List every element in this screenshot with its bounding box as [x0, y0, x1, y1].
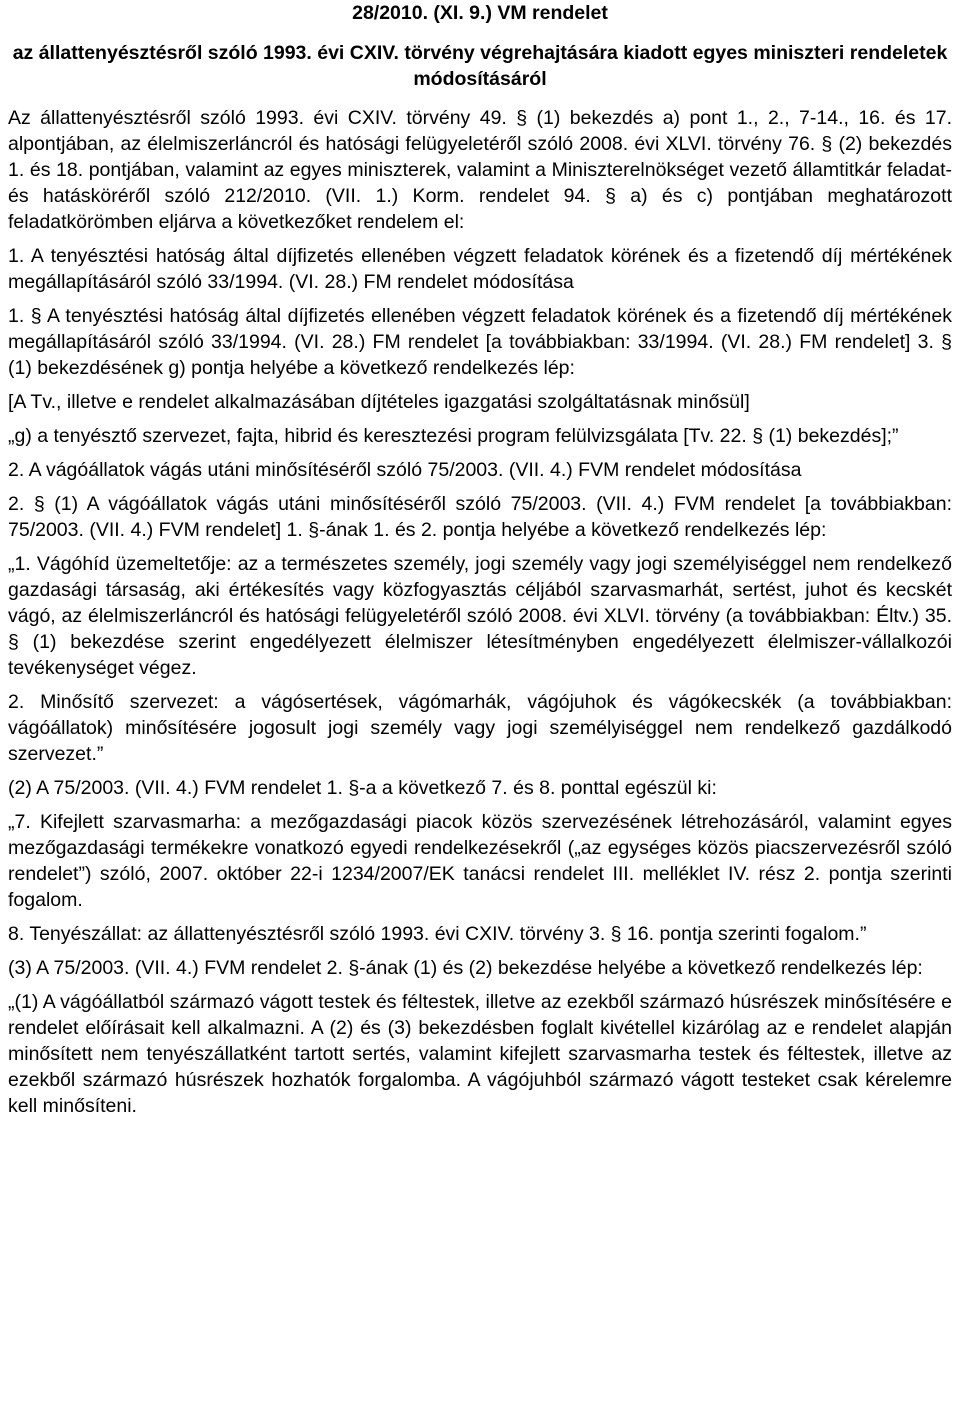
section-heading-1: 1. A tenyésztési hatóság által díjfizetés ellenében végzett feladatok körének és a fizetendő díj mértékének megállapításáról szóló 33/1994. (VI. 28.) FM rendelet módosítása: [8, 245, 952, 293]
quoted-paragraph-8: „(1) A vágóállatból származó vágott testek és féltestek, illetve az ezekből származó húsrészek minősítésére e rendelet előírásait kell alkalmazni. A (2) és (3) bekezdésben foglalt kivétellel kizárólag az e rendelet alapján minősített nem tenyészállatként tartott sertés, valamint kifejlett szarvasmarha testek és féltestek, illetve az ezekből származó húsrészek hozhatók forgalomba. A vágójuhból származó vágott testeket csak kérelemre kell minősíteni.: [8, 991, 952, 1117]
paragraph-6: 8. Tenyészállat: az állattenyésztésről szóló 1993. évi CXIV. törvény 3. § 16. pontja szerinti fogalom.”: [8, 923, 867, 945]
paragraph-3: 2. § (1) A vágóállatok vágás utáni minősítéséről szóló 75/2003. (VII. 4.) FVM rendelet [a továbbiakban: 75/2003. (VII. 4.) FVM rendelet] 1. §-ának 1. és 2. pontja helyébe a következő rendelkezés lép:: [8, 493, 952, 541]
document-title: 28/2010. (XI. 9.) VM rendelet: [352, 2, 608, 24]
paragraph-5: (2) A 75/2003. (VII. 4.) FVM rendelet 1. §-a a következő 7. és 8. ponttal egészül ki:: [8, 777, 717, 799]
quoted-paragraph-1: „1. Vágóhíd üzemeltetője: az a természetes személy, jogi személy vagy jogi személyiséggel nem rendelkező gazdasági társaság, aki értékesítés vagy közfogyasztás céljából szarvasmarhát, sertést, juhot és kecskét vágó, az élelmiszerláncról és hatósági felügyeletéről szóló 2008. évi XLVI. törvény (a továbbiakban: Éltv.) 35. § (1) bekezdése szerint engedélyezett élelmiszer létesítményben engedélyezett élelmiszer-vállalkozói tevékenységet végez.: [8, 553, 952, 679]
quoted-paragraph-7: „7. Kifejlett szarvasmarha: a mezőgazdasági piacok közös szervezésének létrehozásáról, valamint egyes mezőgazdasági termékekre vonatkozó egyedi rendelkezésekről („az egységes közös piacszervezésről szóló rendelet”) szóló, 2007. október 22-i 1234/2007/EK tanácsi rendelet III. melléklet IV. rész 2. pontja szerinti fogalom.: [8, 811, 952, 911]
paragraph-2: [A Tv., illetve e rendelet alkalmazásában díjtételes igazgatási szolgáltatásnak minősül]: [8, 391, 750, 413]
section-heading-2: 2. A vágóállatok vágás utáni minősítéséről szóló 75/2003. (VII. 4.) FVM rendelet módosítása: [8, 459, 802, 481]
document-subtitle: az állattenyésztésről szóló 1993. évi CXIV. törvény végrehajtására kiadott egyes miniszteri rendeletek módosításáról: [12, 42, 948, 90]
quoted-paragraph-g: „g) a tenyésztő szervezet, fajta, hibrid és keresztezési program felülvizsgálata [Tv. 22. § (1) bekezdés];”: [8, 425, 899, 447]
paragraph-1: 1. § A tenyésztési hatóság által díjfizetés ellenében végzett feladatok körének és a fizetendő díj mértékének megállapításáról szóló 33/1994. (VI. 28.) FM rendelet [a továbbiakban: 33/1994. (VI. 28.) FM rendelet] 3. § (1) bekezdésének g) pontja helyébe a következő rendelkezés lép:: [8, 305, 952, 379]
preamble-paragraph: Az állattenyésztésről szóló 1993. évi CXIV. törvény 49. § (1) bekezdés a) pont 1., 2., 7-14., 16. és 17. alpontjában, az élelmiszerláncról és hatósági felügyeletéről szóló 2008. évi XLVI. törvény 76. § (2) bekezdés 1. és 18. pontjában, valamint az egyes miniszterek, valamint a Miniszterelnökséget vezető államtitkár feladat- és hatásköréről szóló 212/2010. (VII. 1.) Korm. rendelet 94. § a) és c) pontjában meghatározott feladatkörömben eljárva a következőket rendelem el:: [8, 107, 952, 233]
paragraph-4: 2. Minősítő szervezet: a vágósertések, vágómarhák, vágójuhok és vágókecskék (a továbbiakban: vágóállatok) minősítésére jogosult jogi személy vagy jogi személyiséggel nem rendelkező gazdálkodó szervezet.”: [8, 691, 952, 765]
paragraph-7: (3) A 75/2003. (VII. 4.) FVM rendelet 2. §-ának (1) és (2) bekezdése helyébe a következő rendelkezés lép:: [8, 957, 923, 979]
